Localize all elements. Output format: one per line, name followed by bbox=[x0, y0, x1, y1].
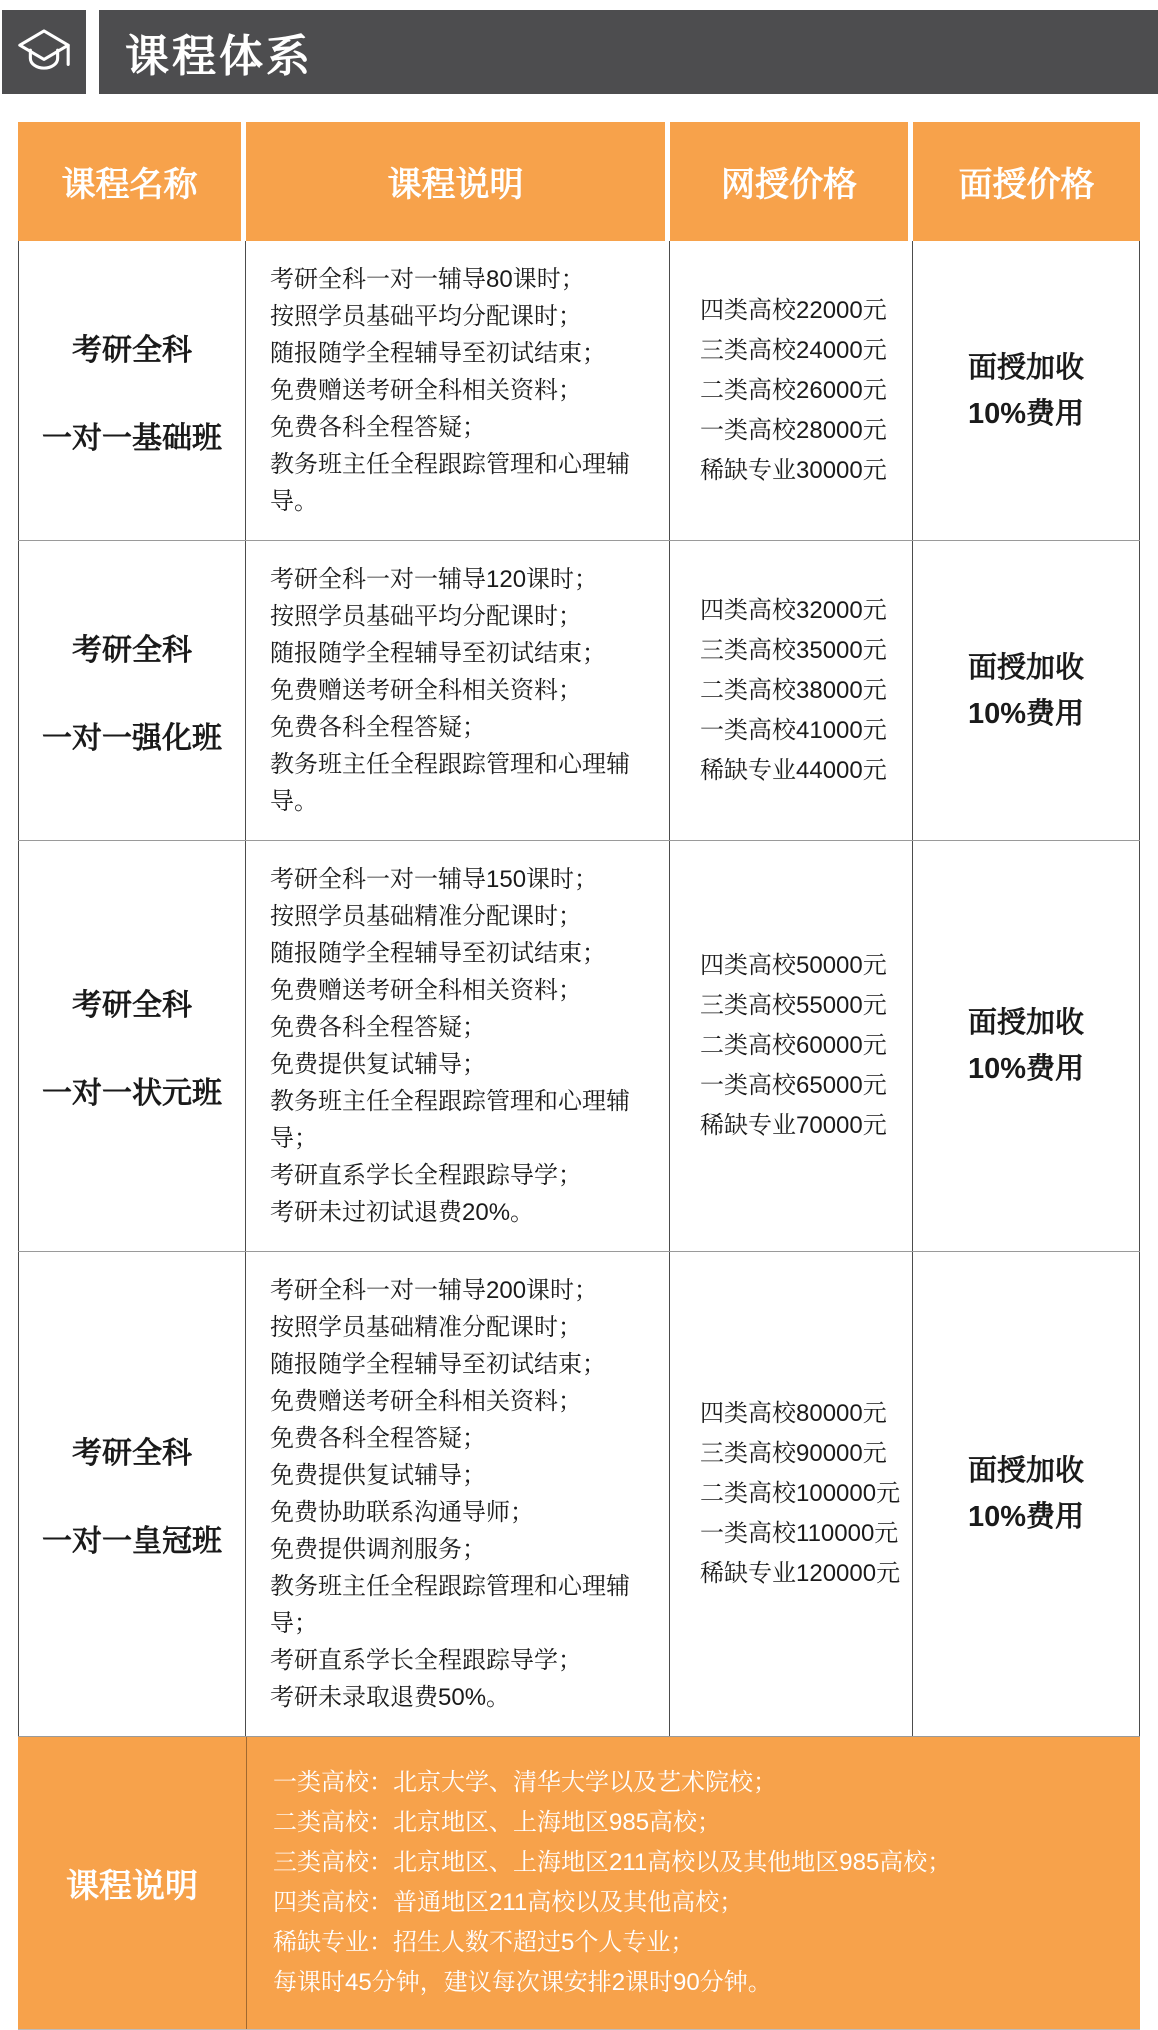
offline-price-line: 10%费用 bbox=[967, 1501, 1085, 1533]
online-price-cell bbox=[670, 841, 913, 1251]
graduation-cap-icon bbox=[13, 21, 75, 83]
online-price-cell bbox=[670, 1252, 913, 1736]
offline-price-line: 面授加收 bbox=[967, 351, 1084, 384]
online-price-line: 四类高校50000元 bbox=[700, 952, 887, 979]
course-description-line: 随报随学全程辅导至初试结束； bbox=[270, 1351, 606, 1378]
course-description-cell bbox=[246, 541, 670, 840]
column-header-course-description: 课程说明 bbox=[246, 122, 670, 241]
offline-price-cell bbox=[913, 541, 1140, 840]
footer-note-line: 二类高校：北京地区、上海地区985高校； bbox=[273, 1809, 722, 1836]
online-price-line: 二类高校26000元 bbox=[700, 376, 887, 404]
course-name-line: 一对一皇冠班 bbox=[42, 1525, 222, 1558]
online-price-line: 稀缺专业70000元 bbox=[700, 1112, 887, 1139]
course-description-line: 免费各科全程答疑； bbox=[270, 714, 486, 741]
offline-price-line: 面授加收 bbox=[967, 651, 1084, 684]
offline-price-cell bbox=[913, 241, 1140, 540]
online-price-line: 四类高校32000元 bbox=[700, 596, 887, 624]
table-header-row bbox=[18, 122, 1140, 241]
offline-price-line: 面授加收 bbox=[967, 1455, 1084, 1487]
course-description-cell bbox=[246, 1252, 670, 1736]
course-description-line: 免费各科全程答疑； bbox=[270, 1014, 486, 1041]
course-description-line: 免费各科全程答疑； bbox=[270, 1425, 486, 1452]
offline-price-line: 10%费用 bbox=[967, 1053, 1085, 1085]
course-name-cell bbox=[18, 1252, 246, 1736]
course-name-cell bbox=[18, 841, 246, 1251]
course-description-line: 免费赠送考研全科相关资料； bbox=[270, 677, 582, 704]
course-description-line: 考研未录取退费50%。 bbox=[270, 1684, 511, 1711]
online-price-line: 四类高校80000元 bbox=[700, 1400, 887, 1427]
offline-price-text bbox=[968, 645, 1084, 737]
footer-note-line: 三类高校：北京地区、上海地区211高校以及其他地区985高校； bbox=[273, 1849, 952, 1876]
course-description-line: 按照学员基础精准分配课时； bbox=[270, 903, 582, 930]
footer-label: 课程说明 bbox=[66, 1866, 198, 1904]
course-name-line: 一对一状元班 bbox=[42, 1077, 222, 1110]
course-description-line: 免费各科全程答疑； bbox=[270, 414, 486, 441]
online-price-line: 二类高校38000元 bbox=[700, 676, 887, 704]
course-description-line: 教务班主任全程跟踪管理和心理辅导。 bbox=[270, 451, 630, 515]
online-price-line: 稀缺专业120000元 bbox=[700, 1560, 901, 1587]
footer-note-line: 四类高校：普通地区211高校以及其他高校； bbox=[273, 1889, 744, 1916]
course-description-line: 教务班主任全程跟踪管理和心理辅导。 bbox=[270, 751, 630, 815]
course-description-line: 按照学员基础平均分配课时； bbox=[270, 303, 582, 330]
offline-price-line: 面授加收 bbox=[967, 1007, 1084, 1039]
course-name-line: 考研全科 bbox=[72, 1437, 192, 1470]
course-name-cell bbox=[18, 241, 246, 540]
table-row bbox=[18, 241, 1140, 541]
offline-price-cell bbox=[913, 1252, 1140, 1736]
course-description-line: 教务班主任全程跟踪管理和心理辅导； bbox=[270, 1573, 630, 1637]
logo bbox=[2, 10, 86, 94]
course-name-cell bbox=[18, 541, 246, 840]
course-description-line: 考研直系学长全程跟踪导学； bbox=[270, 1162, 582, 1189]
course-name-line: 考研全科 bbox=[72, 633, 192, 667]
online-price-line: 二类高校100000元 bbox=[700, 1480, 901, 1507]
online-price-line: 一类高校65000元 bbox=[700, 1072, 887, 1099]
column-header-online-price: 网授价格 bbox=[670, 122, 913, 241]
course-description-line: 考研未过初试退费20%。 bbox=[270, 1199, 535, 1226]
column-header-course-name: 课程名称 bbox=[18, 122, 246, 241]
course-description-line: 免费提供复试辅导； bbox=[270, 1051, 486, 1078]
table-footer-row bbox=[18, 1737, 1140, 2030]
table-row bbox=[18, 541, 1140, 841]
course-name-line: 一对一强化班 bbox=[42, 721, 222, 755]
course-description-cell bbox=[246, 241, 670, 540]
online-price-line: 三类高校55000元 bbox=[700, 992, 887, 1019]
online-price-line: 四类高校22000元 bbox=[700, 296, 887, 324]
table-body bbox=[18, 241, 1140, 1737]
course-description-line: 免费协助联系沟通导师； bbox=[270, 1499, 534, 1526]
course-description-line: 免费赠送考研全科相关资料； bbox=[270, 977, 582, 1004]
course-description-line: 免费赠送考研全科相关资料； bbox=[270, 1388, 582, 1415]
table-row bbox=[18, 841, 1140, 1252]
footer-note-line: 一类高校：北京大学、清华大学以及艺术院校； bbox=[273, 1769, 777, 1796]
online-price-cell bbox=[670, 241, 913, 540]
page-header bbox=[0, 0, 1158, 94]
course-description-line: 免费赠送考研全科相关资料； bbox=[270, 377, 582, 404]
offline-price-text bbox=[968, 1000, 1084, 1092]
online-price-line: 一类高校110000元 bbox=[700, 1520, 899, 1547]
online-price-cell bbox=[670, 541, 913, 840]
course-table bbox=[18, 122, 1140, 2030]
course-description-line: 随报随学全程辅导至初试结束； bbox=[270, 640, 606, 667]
online-price-line: 稀缺专业30000元 bbox=[700, 456, 887, 484]
online-price-line: 一类高校28000元 bbox=[700, 416, 887, 444]
course-description-line: 随报随学全程辅导至初试结束； bbox=[270, 940, 606, 967]
course-description-line: 教务班主任全程跟踪管理和心理辅导； bbox=[270, 1088, 630, 1152]
course-description-line: 随报随学全程辅导至初试结束； bbox=[270, 340, 606, 367]
course-description-cell bbox=[246, 841, 670, 1251]
online-price-line: 一类高校41000元 bbox=[700, 716, 887, 744]
course-description-line: 考研全科一对一辅导80课时； bbox=[270, 266, 585, 293]
course-description-line: 考研直系学长全程跟踪导学； bbox=[270, 1647, 582, 1674]
course-description-line: 免费提供复试辅导； bbox=[270, 1462, 486, 1489]
course-description-line: 考研全科一对一辅导200课时； bbox=[270, 1277, 599, 1304]
online-price-line: 三类高校90000元 bbox=[700, 1440, 887, 1467]
course-description-line: 考研全科一对一辅导150课时； bbox=[270, 866, 599, 893]
course-name-line: 考研全科 bbox=[72, 989, 192, 1022]
course-name-line: 考研全科 bbox=[72, 333, 192, 367]
footer-notes bbox=[246, 1737, 1140, 2029]
table-row bbox=[18, 1252, 1140, 1737]
offline-price-text bbox=[968, 345, 1084, 437]
online-price-line: 稀缺专业44000元 bbox=[700, 756, 887, 784]
online-price-line: 二类高校60000元 bbox=[700, 1032, 887, 1059]
course-description-line: 考研全科一对一辅导120课时； bbox=[270, 566, 599, 593]
course-name-line: 一对一基础班 bbox=[42, 421, 222, 455]
offline-price-text bbox=[968, 1448, 1084, 1540]
online-price-line: 三类高校24000元 bbox=[700, 336, 887, 364]
offline-price-line: 10%费用 bbox=[967, 697, 1085, 730]
page-title: 课程体系 bbox=[125, 32, 313, 81]
footer-note-line: 每课时45分钟，建议每次课安排2课时90分钟。 bbox=[273, 1969, 772, 1996]
online-price-line: 三类高校35000元 bbox=[700, 636, 887, 664]
course-description-line: 免费提供调剂服务； bbox=[270, 1536, 486, 1563]
offline-price-line: 10%费用 bbox=[967, 397, 1085, 430]
column-header-offline-price: 面授价格 bbox=[913, 122, 1140, 241]
course-description-line: 按照学员基础精准分配课时； bbox=[270, 1314, 582, 1341]
offline-price-cell bbox=[913, 841, 1140, 1251]
footer-note-line: 稀缺专业：招生人数不超过5个人专业； bbox=[273, 1929, 695, 1956]
course-description-line: 按照学员基础平均分配课时； bbox=[270, 603, 582, 630]
title-bar bbox=[99, 10, 1158, 94]
